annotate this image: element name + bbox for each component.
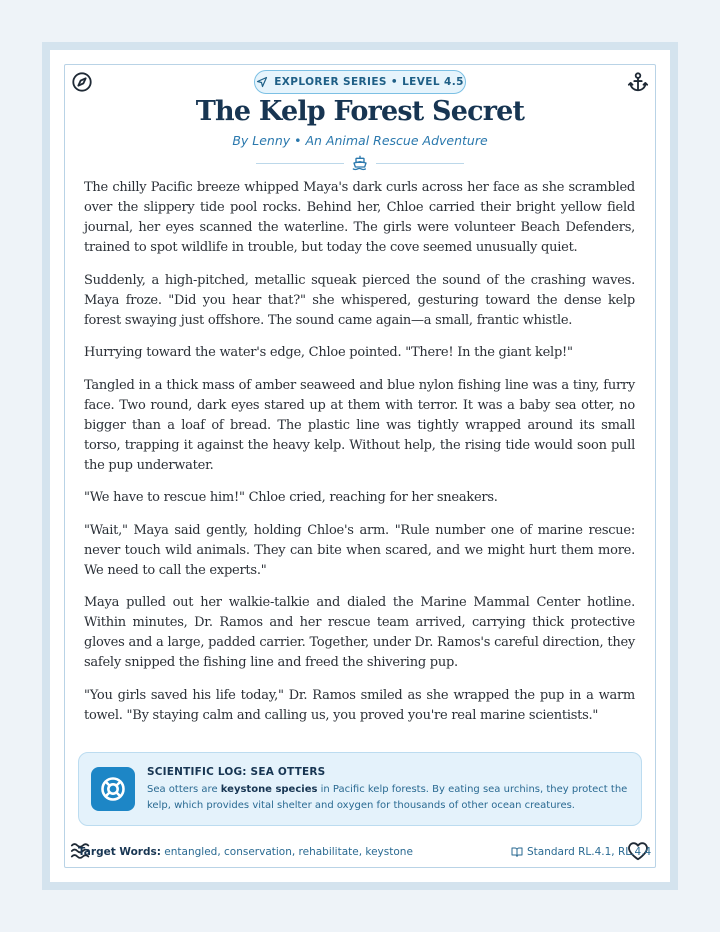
story-text xyxy=(84,178,635,738)
story-paragraph: Maya pulled out her walkie-talkie and dialed the Marine Mammal Center hotline. Within minutes, Dr. Ramos and her rescue team arrived, carrying thick protective gloves and a large, padded carrier. Together, under Dr. Ramos's careful direction, they safely snipped the fishing line and freed the shivering pup. xyxy=(84,595,635,670)
divider-right xyxy=(376,163,464,164)
divider-left xyxy=(256,163,344,164)
badge-text: EXPLORER SERIES • LEVEL 4.5 xyxy=(274,76,464,88)
standards-reference xyxy=(511,846,651,858)
story-paragraph: The chilly Pacific breeze whipped Maya's dark curls across her face as she scrambled over the slippery tide pool rocks. Behind her, Chloe carried their bright yellow field journal, her eyes scanned the waterline. The girls were volunteer Beach Defenders, trained to spot wildlife in trouble, but today the cove seemed unusually quiet. xyxy=(84,180,635,255)
story-paragraph: "Wait," Maya said gently, holding Chloe's arm. "Rule number one of marine rescue: never touch wild animals. They can bite when scared, and we might hurt them more. We need to call the experts." xyxy=(84,522,635,578)
scientific-log-callout xyxy=(78,752,642,826)
navigation-arrow-icon xyxy=(256,76,268,88)
page-title: The Kelp Forest Secret xyxy=(195,96,525,127)
target-words-list: entangled, conservation, rehabilitate, keystone xyxy=(164,846,413,858)
standards-text: Standard RL.4.1, RL.4.4 xyxy=(527,846,652,858)
callout-title: SCIENTIFIC LOG: SEA OTTERS xyxy=(147,766,326,778)
target-words-label: Target Words: xyxy=(78,846,161,858)
story-paragraph: "We have to rescue him!" Chloe cried, reaching for her sneakers. xyxy=(84,490,498,505)
anchor-icon xyxy=(627,71,649,93)
ship-icon xyxy=(352,155,368,171)
story-paragraph: Hurrying toward the water's edge, Chloe pointed. "There! In the giant kelp!" xyxy=(84,345,573,360)
story-paragraph: "You girls saved his life today," Dr. Ramos smiled as she wrapped the pup in a warm towel. "By staying calm and calling us, you proved you're real marine scientists." xyxy=(84,687,635,723)
target-words xyxy=(78,846,413,858)
keystone-term: keystone species xyxy=(220,784,318,795)
series-badge xyxy=(254,70,466,94)
callout-text: Sea otters are keystone species in Pacific kelp forests. By eating sea urchins, they protect the kelp, which provides vital shelter and oxygen for thousands of other ocean creatures. xyxy=(147,784,628,811)
story-paragraph: Suddenly, a high-pitched, metallic squeak pierced the sound of the crashing waves. Maya froze. "Did you hear that?" she whispered, gesturing toward the dense kelp forest swaying just offshore. The sound came again—a small, frantic whistle. xyxy=(84,272,635,328)
byline: By Lenny • An Animal Rescue Adventure xyxy=(232,133,488,148)
story-paragraph: Tangled in a thick mass of amber seaweed and blue nylon fishing line was a tiny, furry face. Two round, dark eyes stared up at them with terror. It was a baby sea otter, no bigger than a loaf of bread. The plastic line was tightly wrapped around its small torso, trapping it against the heavy kelp. Without help, the rising tide would soon pull the pup underwater. xyxy=(84,377,635,473)
life-buoy-icon xyxy=(91,767,135,811)
book-open-icon xyxy=(511,846,523,858)
compass-icon xyxy=(71,71,93,93)
